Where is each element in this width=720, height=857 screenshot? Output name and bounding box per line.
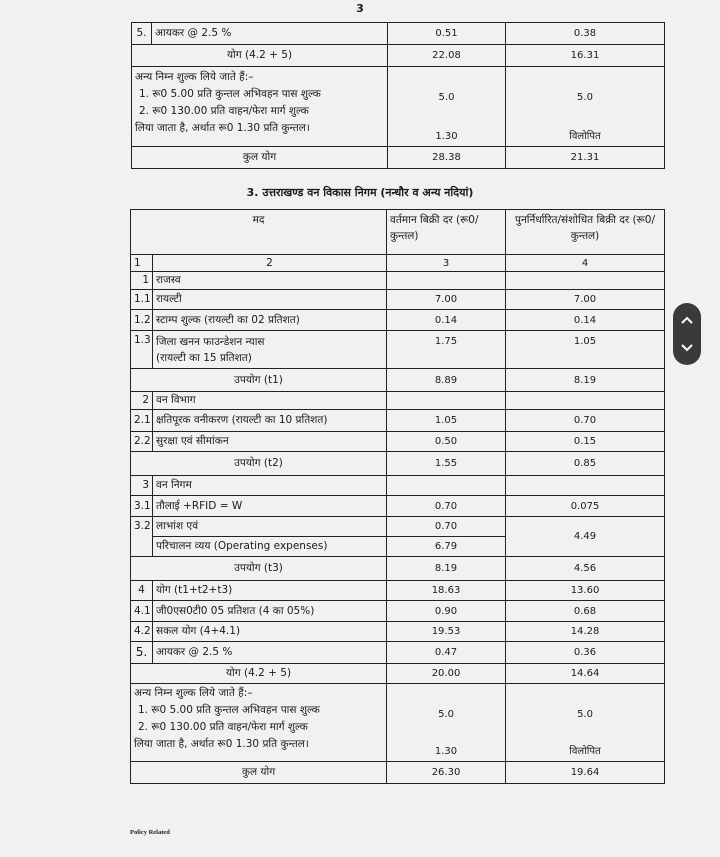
current-rate: 1.75: [387, 331, 506, 369]
row-label-line: लाभांश एवं: [153, 517, 387, 537]
rates-table: [130, 209, 665, 784]
fee-line: 2. रू0 130.00 प्रति वाहन/फेरा मार्ग शुल्क: [139, 105, 309, 117]
fee-line: 1. रू0 5.00 प्रति कुन्तल अभिवहन पास शुल्क: [139, 88, 321, 100]
other-fees-heading: अन्य निम्न शुल्क लिये जाते हैं:–: [135, 71, 254, 83]
table-row: [132, 67, 665, 147]
row-label: सकल योग (4+4.1): [153, 622, 387, 642]
table-row: [131, 290, 665, 310]
current-rate: 0.90: [387, 601, 506, 622]
table-row: [131, 684, 665, 762]
empty-cell: [506, 476, 665, 496]
other-fees-current: [388, 67, 506, 147]
subtotal-label: उपयोग (t1): [131, 369, 387, 392]
current-rate: 7.00: [387, 290, 506, 310]
total-row: [132, 147, 665, 169]
current-rate: 22.08: [388, 45, 506, 67]
revised-rate: विलोपित: [569, 131, 601, 142]
row-index: 5.: [131, 642, 153, 664]
row-label-line: जिला खनन फाउन्डेशन न्यास: [156, 335, 265, 348]
subtotal-label: योग (4.2 + 5): [131, 664, 387, 684]
row-label: सुरक्षा एवं सीमांकन: [153, 432, 387, 452]
revised-rate: 0.70: [506, 410, 665, 432]
revised-rate: 0.85: [506, 452, 665, 476]
revised-rate: 0.15: [506, 432, 665, 452]
revised-rate: 1.05: [506, 331, 665, 369]
row-index: 4.1: [131, 601, 153, 622]
revised-rate: 8.19: [506, 369, 665, 392]
chevron-up-icon[interactable]: [673, 306, 701, 334]
row-label: आयकर @ 2.5 %: [153, 642, 387, 664]
page-number: 3: [356, 2, 364, 15]
row-label: रायल्टी: [153, 290, 387, 310]
col-number: 4: [506, 255, 665, 272]
table-row: [131, 622, 665, 642]
current-rate: 18.63: [387, 581, 506, 601]
revised-rate: विलोपित: [569, 746, 601, 757]
revised-rate: 4.49: [506, 517, 665, 557]
header-revised-rate: पुनर्निर्धारित/संशोधित बिक्री दर (रू0/कुन्तल): [506, 210, 665, 255]
current-rate: 8.19: [387, 557, 506, 581]
col-number: 1: [131, 255, 153, 272]
row-index: 2.2: [131, 432, 153, 452]
section-caption: 3. उत्तराखण्ड वन विकास निगम (नन्धौर व अन्य नदियां): [246, 186, 474, 199]
revised-rate: 5.0: [577, 92, 593, 103]
row-index: 2.1: [131, 410, 153, 432]
current-rate: 0.47: [387, 642, 506, 664]
total-row: [131, 762, 665, 784]
other-fees-text: [132, 67, 388, 147]
table-row: [131, 642, 665, 664]
empty-cell: [387, 476, 506, 496]
empty-cell: [387, 392, 506, 410]
row-index: 2: [131, 392, 153, 410]
current-rate: 0.14: [387, 310, 506, 331]
revised-rate: 5.0: [577, 709, 593, 720]
row-label-line: (रायल्टी का 15 प्रतिशत): [156, 351, 252, 364]
revised-rate: 0.075: [506, 496, 665, 517]
row-index: 1: [131, 272, 153, 290]
column-number-row: [131, 255, 665, 272]
table-row: [131, 496, 665, 517]
other-fees-current: [387, 684, 506, 762]
header-mad: मद: [131, 210, 387, 255]
current-rate: 8.89: [387, 369, 506, 392]
table-row: [131, 310, 665, 331]
empty-cell: [506, 392, 665, 410]
empty-cell: [506, 272, 665, 290]
empty-cell: [387, 272, 506, 290]
current-rate: 6.79: [387, 537, 506, 557]
chevron-down-icon[interactable]: [673, 334, 701, 362]
subtotal-label: उपयोग (t2): [131, 452, 387, 476]
table-row: [131, 272, 665, 290]
row-index: 1.1: [131, 290, 153, 310]
subtotal-row: [131, 557, 665, 581]
row-label: स्टाम्प शुल्क (रायल्टी का 02 प्रतिशत): [153, 310, 387, 331]
row-label: योग (4.2 + 5): [132, 45, 388, 67]
subtotal-row: [131, 664, 665, 684]
revised-rate: 14.28: [506, 622, 665, 642]
header-row: [131, 210, 665, 255]
current-rate: 19.53: [387, 622, 506, 642]
row-label: क्षतिपूरक वनीकरण (रायल्टी का 10 प्रतिशत): [153, 410, 387, 432]
row-index: 5.: [132, 23, 152, 45]
row-index: 3.1: [131, 496, 153, 517]
row-label: जी0एस0टी0 05 प्रतिशत (4 का 05%): [153, 601, 387, 622]
table-row: [131, 517, 665, 537]
other-fees-revised: [506, 684, 665, 762]
page-nav: [673, 303, 701, 365]
subtotal-row: [131, 369, 665, 392]
current-rate: 5.0: [438, 709, 454, 720]
current-rate: 1.55: [387, 452, 506, 476]
fee-line: 1. रू0 5.00 प्रति कुन्तल अभिवहन पास शुल्क: [138, 704, 320, 716]
revised-rate: 16.31: [506, 45, 665, 67]
col-number: 3: [387, 255, 506, 272]
total-label: कुल योग: [131, 762, 387, 784]
row-label: राजस्व: [153, 272, 387, 290]
current-rate: 5.0: [438, 92, 455, 103]
revised-rate: 0.14: [506, 310, 665, 331]
row-index: 3: [131, 476, 153, 496]
fee-line: 2. रू0 130.00 प्रति वाहन/फेरा मार्ग शुल्क: [138, 721, 308, 733]
current-rate: 1.05: [387, 410, 506, 432]
row-index: 3.2: [131, 517, 153, 557]
subtotal-row: [131, 452, 665, 476]
table-row: [131, 392, 665, 410]
current-rate: 0.70: [387, 517, 506, 537]
revised-rate: 0.36: [506, 642, 665, 664]
row-label-line: परिचालन व्यय (Operating expenses): [153, 537, 387, 557]
revised-rate: 13.60: [506, 581, 665, 601]
row-index: 4: [131, 581, 153, 601]
fee-line: लिया जाता है, अर्थात रू0 1.30 प्रति कुन्तल।: [134, 738, 309, 750]
table-row: [131, 581, 665, 601]
row-label: वन निगम: [153, 476, 387, 496]
subtotal-label: उपयोग (t3): [131, 557, 387, 581]
footer-text: Policy Related: [130, 829, 170, 836]
fee-line: लिया जाता है, अर्थात रू0 1.30 प्रति कुन्तल।: [135, 122, 310, 134]
row-index: 1.2: [131, 310, 153, 331]
revised-rate: 21.31: [506, 147, 665, 169]
current-rate: 28.38: [388, 147, 506, 169]
table-row: [131, 601, 665, 622]
table-row: [131, 476, 665, 496]
total-label: कुल योग: [132, 147, 388, 169]
row-index: 1.3: [131, 331, 153, 369]
current-rate: 26.30: [387, 762, 506, 784]
current-rate: 0.51: [388, 23, 506, 45]
table-row: [132, 23, 665, 45]
current-rate: 1.30: [434, 746, 458, 757]
other-fees-heading: अन्य निम्न शुल्क लिये जाते हैं:–: [134, 687, 253, 699]
row-label: योग (t1+t2+t3): [153, 581, 387, 601]
header-current-rate: वर्तमान बिक्री दर (रू0/कुन्तल): [387, 210, 506, 255]
revised-rate: 0.38: [506, 23, 665, 45]
other-fees-revised: [506, 67, 665, 147]
row-index: 4.2: [131, 622, 153, 642]
table-row: [131, 410, 665, 432]
table-row: [132, 45, 665, 67]
table-row: [131, 331, 665, 369]
row-label: तौलाई +RFID = W: [153, 496, 387, 517]
current-rate: 20.00: [387, 664, 506, 684]
col-number: 2: [153, 255, 387, 272]
revised-rate: 4.56: [506, 557, 665, 581]
top-table: [131, 22, 665, 169]
revised-rate: 7.00: [506, 290, 665, 310]
current-rate: 0.50: [387, 432, 506, 452]
revised-rate: 0.68: [506, 601, 665, 622]
table-row: [131, 432, 665, 452]
other-fees-text: [131, 684, 387, 762]
current-rate: 0.70: [387, 496, 506, 517]
revised-rate: 14.64: [506, 664, 665, 684]
revised-rate: 19.64: [506, 762, 665, 784]
current-rate: 1.30: [435, 131, 458, 142]
row-label: आयकर @ 2.5 %: [152, 23, 388, 45]
row-label: [153, 331, 387, 369]
row-label: वन विभाग: [153, 392, 387, 410]
